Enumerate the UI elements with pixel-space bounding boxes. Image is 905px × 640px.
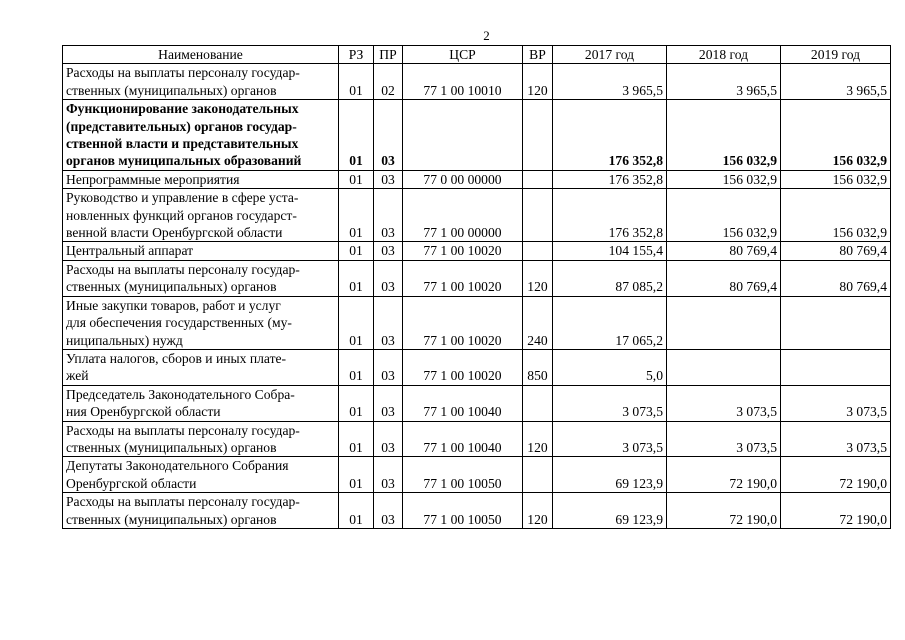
cell-vr: 240 [523, 296, 553, 349]
table-row [63, 296, 891, 349]
cell-pr: 03 [374, 170, 403, 188]
cell-y2019: 80 769,4 [781, 260, 891, 296]
cell-pr: 03 [374, 260, 403, 296]
table-row [63, 64, 891, 100]
cell-csr: 77 1 00 10020 [403, 260, 523, 296]
cell-rz: 01 [339, 242, 374, 260]
cell-csr: 77 1 00 10020 [403, 242, 523, 260]
header-2017: 2017 год [553, 46, 667, 64]
cell-y2018: 80 769,4 [667, 260, 781, 296]
cell-pr: 03 [374, 457, 403, 493]
cell-y2019 [781, 349, 891, 385]
cell-csr: 77 1 00 10040 [403, 385, 523, 421]
cell-y2017: 3 073,5 [553, 421, 667, 457]
cell-name: Расходы на выплаты персоналу государ- ственных (муниципальных) органов [63, 260, 339, 296]
cell-rz: 01 [339, 385, 374, 421]
cell-y2018: 3 073,5 [667, 385, 781, 421]
cell-name: Иные закупки товаров, работ и услуг для обеспечения государственных (му- ниципальных) нужд [63, 296, 339, 349]
cell-vr: 120 [523, 493, 553, 529]
cell-y2018 [667, 296, 781, 349]
cell-vr: 120 [523, 260, 553, 296]
cell-y2018: 156 032,9 [667, 189, 781, 242]
cell-rz: 01 [339, 189, 374, 242]
cell-name: Расходы на выплаты персоналу государ- ственных (муниципальных) органов [63, 421, 339, 457]
cell-pr: 02 [374, 64, 403, 100]
cell-y2018: 72 190,0 [667, 493, 781, 529]
cell-vr [523, 457, 553, 493]
cell-csr: 77 1 00 10050 [403, 493, 523, 529]
cell-vr: 120 [523, 64, 553, 100]
cell-csr: 77 1 00 10020 [403, 296, 523, 349]
cell-y2019 [781, 296, 891, 349]
table-row [63, 189, 891, 242]
cell-y2017: 176 352,8 [553, 100, 667, 171]
cell-rz: 01 [339, 457, 374, 493]
cell-y2018: 3 965,5 [667, 64, 781, 100]
cell-rz: 01 [339, 64, 374, 100]
header-2019: 2019 год [781, 46, 891, 64]
cell-pr: 03 [374, 385, 403, 421]
cell-pr: 03 [374, 242, 403, 260]
cell-y2017: 3 965,5 [553, 64, 667, 100]
cell-csr: 77 1 00 10040 [403, 421, 523, 457]
cell-vr: 850 [523, 349, 553, 385]
cell-y2019: 3 965,5 [781, 64, 891, 100]
cell-y2018: 72 190,0 [667, 457, 781, 493]
cell-y2019: 156 032,9 [781, 189, 891, 242]
cell-pr: 03 [374, 493, 403, 529]
cell-pr: 03 [374, 296, 403, 349]
header-row [63, 46, 891, 64]
cell-y2017: 5,0 [553, 349, 667, 385]
cell-pr: 03 [374, 189, 403, 242]
header-2018: 2018 год [667, 46, 781, 64]
cell-vr [523, 189, 553, 242]
cell-y2018: 156 032,9 [667, 170, 781, 188]
cell-name: Депутаты Законодательного Собрания Оренбургской области [63, 457, 339, 493]
budget-table [62, 45, 891, 529]
cell-y2019: 3 073,5 [781, 421, 891, 457]
table-row [63, 385, 891, 421]
cell-pr: 03 [374, 100, 403, 171]
table-row [63, 421, 891, 457]
cell-rz: 01 [339, 170, 374, 188]
header-pr: ПР [374, 46, 403, 64]
header-vr: ВР [523, 46, 553, 64]
cell-name: Центральный аппарат [63, 242, 339, 260]
cell-name: Расходы на выплаты персоналу государ- ственных (муниципальных) органов [63, 493, 339, 529]
cell-pr: 03 [374, 421, 403, 457]
cell-y2018 [667, 349, 781, 385]
header-csr: ЦСР [403, 46, 523, 64]
cell-rz: 01 [339, 349, 374, 385]
cell-rz: 01 [339, 421, 374, 457]
cell-name: Уплата налогов, сборов и иных плате- жей [63, 349, 339, 385]
cell-name: Председатель Законодательного Собра- ния Оренбургской области [63, 385, 339, 421]
cell-csr: 77 1 00 10010 [403, 64, 523, 100]
cell-y2018: 156 032,9 [667, 100, 781, 171]
cell-y2019: 156 032,9 [781, 100, 891, 171]
cell-y2017: 104 155,4 [553, 242, 667, 260]
cell-y2019: 3 073,5 [781, 385, 891, 421]
page-number: 2 [483, 28, 490, 43]
table-row [63, 457, 891, 493]
table-row [63, 349, 891, 385]
cell-csr: 77 1 00 10050 [403, 457, 523, 493]
table-row [63, 260, 891, 296]
cell-vr [523, 242, 553, 260]
cell-y2017: 17 065,2 [553, 296, 667, 349]
cell-name: Расходы на выплаты персоналу государ- ственных (муниципальных) органов [63, 64, 339, 100]
cell-vr: 120 [523, 421, 553, 457]
cell-vr [523, 385, 553, 421]
cell-y2019: 80 769,4 [781, 242, 891, 260]
table-row [63, 493, 891, 529]
cell-name: Непрограммные мероприятия [63, 170, 339, 188]
table-row [63, 170, 891, 188]
cell-y2017: 176 352,8 [553, 189, 667, 242]
cell-csr [403, 100, 523, 171]
cell-y2019: 156 032,9 [781, 170, 891, 188]
cell-vr [523, 100, 553, 171]
cell-y2019: 72 190,0 [781, 493, 891, 529]
cell-name: Функционирование законодательных (представительных) органов государ- ственной власти и представительных органов муниципальных образований [63, 100, 339, 171]
cell-csr: 77 0 00 00000 [403, 170, 523, 188]
cell-csr: 77 1 00 10020 [403, 349, 523, 385]
cell-rz: 01 [339, 100, 374, 171]
cell-y2017: 176 352,8 [553, 170, 667, 188]
cell-y2017: 3 073,5 [553, 385, 667, 421]
cell-y2019: 72 190,0 [781, 457, 891, 493]
cell-pr: 03 [374, 349, 403, 385]
cell-name: Руководство и управление в сфере уста- новленных функций органов государст- венной власти Оренбургской области [63, 189, 339, 242]
cell-rz: 01 [339, 260, 374, 296]
cell-y2018: 80 769,4 [667, 242, 781, 260]
cell-vr [523, 170, 553, 188]
cell-y2017: 69 123,9 [553, 493, 667, 529]
header-name: Наименование [63, 46, 339, 64]
cell-y2018: 3 073,5 [667, 421, 781, 457]
table-row [63, 100, 891, 171]
cell-rz: 01 [339, 493, 374, 529]
header-rz: РЗ [339, 46, 374, 64]
cell-y2017: 69 123,9 [553, 457, 667, 493]
table-row [63, 242, 891, 260]
cell-y2017: 87 085,2 [553, 260, 667, 296]
cell-csr: 77 1 00 00000 [403, 189, 523, 242]
cell-rz: 01 [339, 296, 374, 349]
